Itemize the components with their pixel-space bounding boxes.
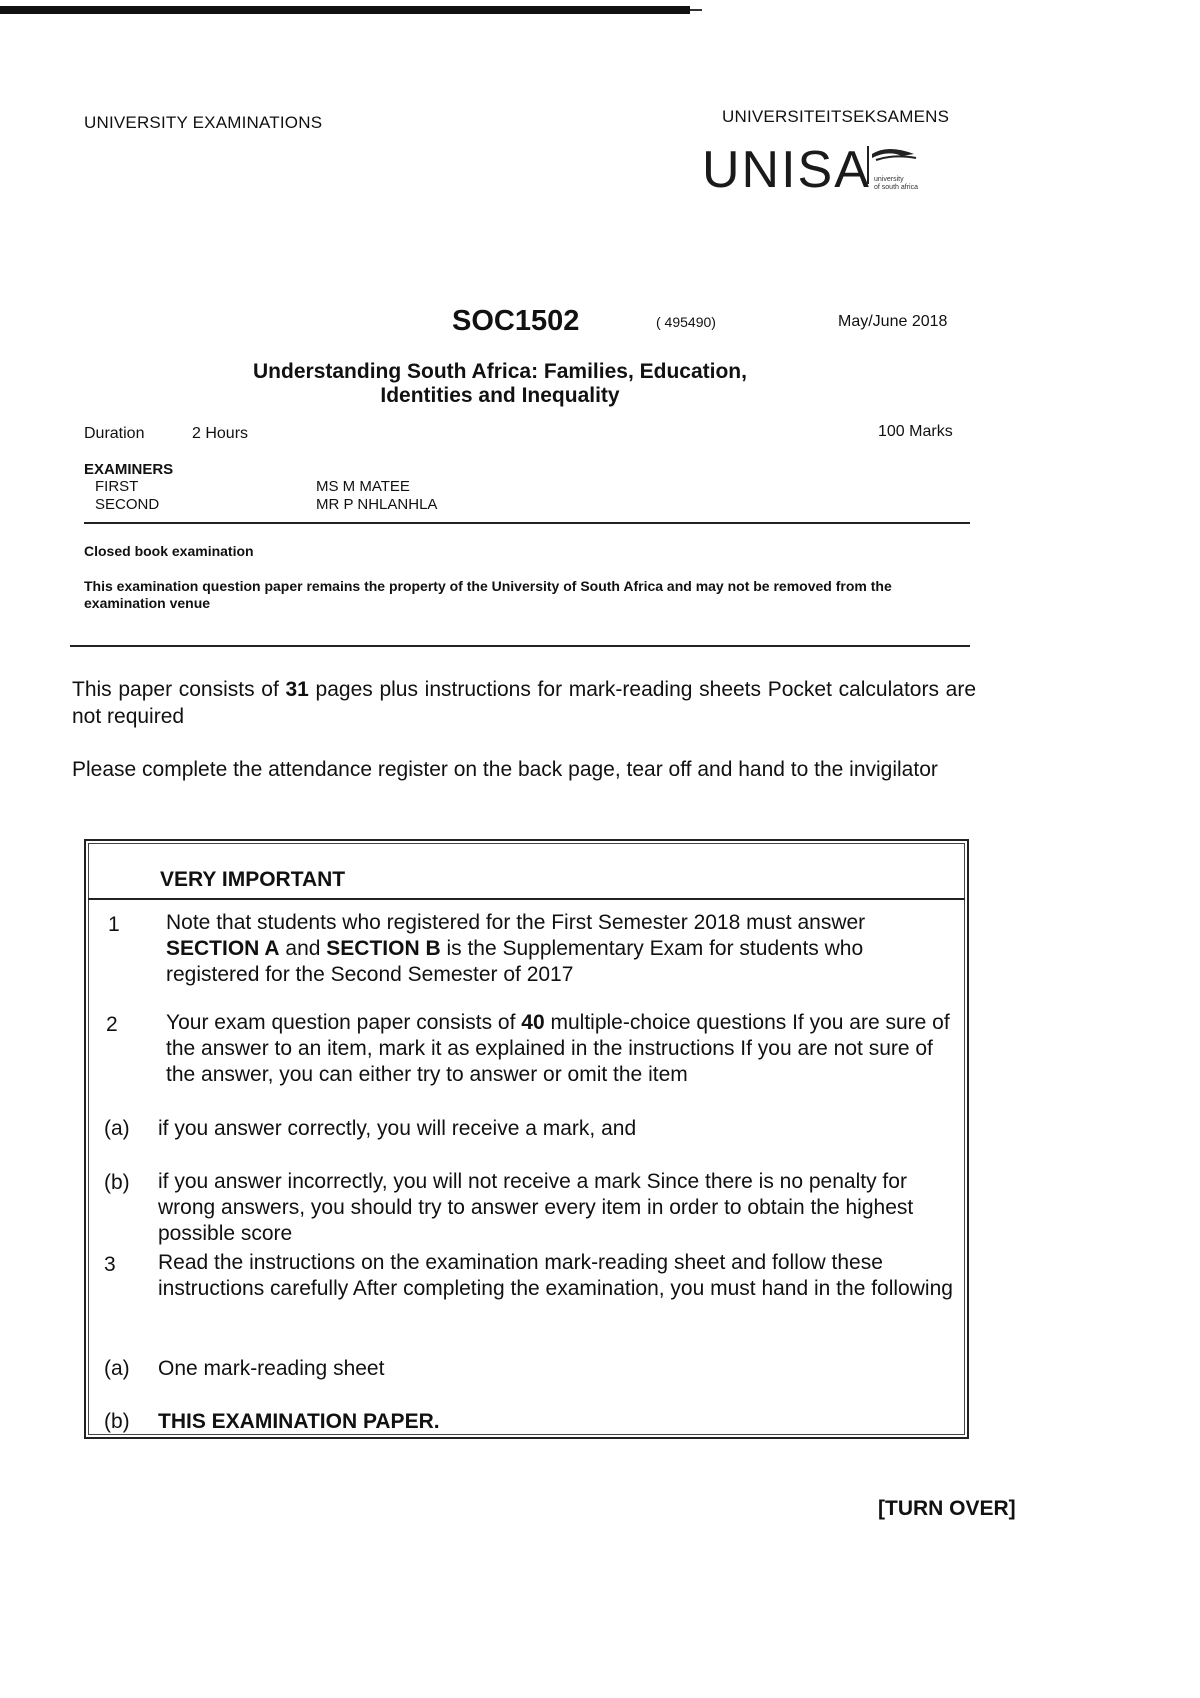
course-title-line2: Identities and Inequality bbox=[380, 384, 620, 407]
very-important-heading: VERY IMPORTANT bbox=[160, 868, 346, 891]
total-marks: 100 Marks bbox=[878, 423, 953, 440]
box-heading-rule bbox=[88, 898, 965, 900]
course-code: SOC1502 bbox=[452, 305, 580, 337]
exam-period: May/June 2018 bbox=[838, 313, 948, 330]
item-number: 1 bbox=[108, 913, 120, 936]
duration-label: Duration bbox=[84, 425, 145, 442]
sub-item-label: (b) bbox=[104, 1171, 130, 1194]
item-1-text bbox=[166, 910, 956, 988]
item-3-text: Read the instructions on the examination mark-reading sheet and follow these instructions carefully After completing the examination, you must hand in the following bbox=[158, 1251, 953, 1300]
sub-item-label: (a) bbox=[104, 1357, 130, 1380]
pages-notice bbox=[72, 676, 976, 730]
question-count: 40 bbox=[521, 1011, 545, 1034]
first-examiner-name: MS M MATEE bbox=[316, 478, 410, 495]
page-count: 31 bbox=[285, 678, 309, 701]
duration-value: 2 Hours bbox=[192, 425, 249, 442]
closed-book-notice: Closed book examination bbox=[84, 543, 254, 559]
item-2a-text: if you answer correctly, you will receive a mark, and bbox=[158, 1117, 637, 1140]
item-2-text bbox=[166, 1010, 956, 1088]
item-1-end: is the Supplementary Exam for students who registered for the Second Semester of 2017 bbox=[166, 937, 864, 986]
pages-notice-start: This paper consists of bbox=[72, 678, 286, 701]
pages-notice-end: pages plus instructions for mark-reading sheets Pocket calculators are not required bbox=[72, 678, 976, 728]
item-3a-text: One mark-reading sheet bbox=[158, 1357, 385, 1380]
item-2-end: multiple-choice questions If you are sure of the answer to an item, mark it as explained in the instructions If you are not sure of the answer, you can either try to answer or omit the item bbox=[166, 1011, 950, 1086]
logo-tagline-line1: university bbox=[874, 176, 904, 183]
property-notice: This examination question paper remains the property of the University of South Africa and may not be removed from the examination venue bbox=[84, 578, 892, 611]
item-3b-text: THIS EXAMINATION PAPER. bbox=[158, 1410, 440, 1433]
paper-number: ( 495490) bbox=[656, 314, 716, 330]
item-2-start: Your exam question paper consists of bbox=[166, 1011, 522, 1034]
course-title bbox=[200, 360, 800, 408]
sub-item-label: (a) bbox=[104, 1117, 130, 1140]
attendance-notice: Please complete the attendance register on the back page, tear off and hand to the invigilator bbox=[72, 758, 938, 781]
item-number: 2 bbox=[106, 1013, 118, 1036]
second-examiner-name: MR P NHLANHLA bbox=[316, 496, 438, 513]
sub-item-label: (b) bbox=[104, 1410, 130, 1433]
item-1-and: and bbox=[279, 937, 327, 960]
divider bbox=[70, 645, 970, 647]
item-2b-text: if you answer incorrectly, you will not receive a mark Since there is no penalty for wrong answers, you should try to answer every item in order to obtain the highest possible score bbox=[158, 1170, 914, 1245]
section-a-label: SECTION A bbox=[166, 937, 280, 960]
header-english: UNIVERSITY EXAMINATIONS bbox=[84, 113, 323, 132]
course-title-line1: Understanding South Africa: Families, Education, bbox=[253, 360, 747, 383]
logo-tagline-line2: of south africa bbox=[874, 184, 918, 191]
logo-wordmark: UNISA bbox=[702, 141, 871, 199]
scan-top-bar-end bbox=[690, 9, 702, 11]
item-number: 3 bbox=[104, 1253, 116, 1276]
header-afrikaans: UNIVERSITEITSEKSAMENS bbox=[722, 107, 950, 126]
divider bbox=[84, 522, 970, 524]
logo-tagline bbox=[874, 176, 918, 192]
first-examiner-label: FIRST bbox=[95, 478, 139, 495]
item-1-start: Note that students who registered for the First Semester 2018 must answer bbox=[166, 911, 866, 934]
second-examiner-label: SECOND bbox=[95, 496, 160, 513]
unisa-logo bbox=[702, 138, 952, 208]
turn-over-label: [TURN OVER] bbox=[878, 1497, 1016, 1520]
scan-top-bar bbox=[0, 6, 690, 14]
section-b-label: SECTION B bbox=[326, 937, 441, 960]
examiners-heading: EXAMINERS bbox=[84, 461, 174, 478]
